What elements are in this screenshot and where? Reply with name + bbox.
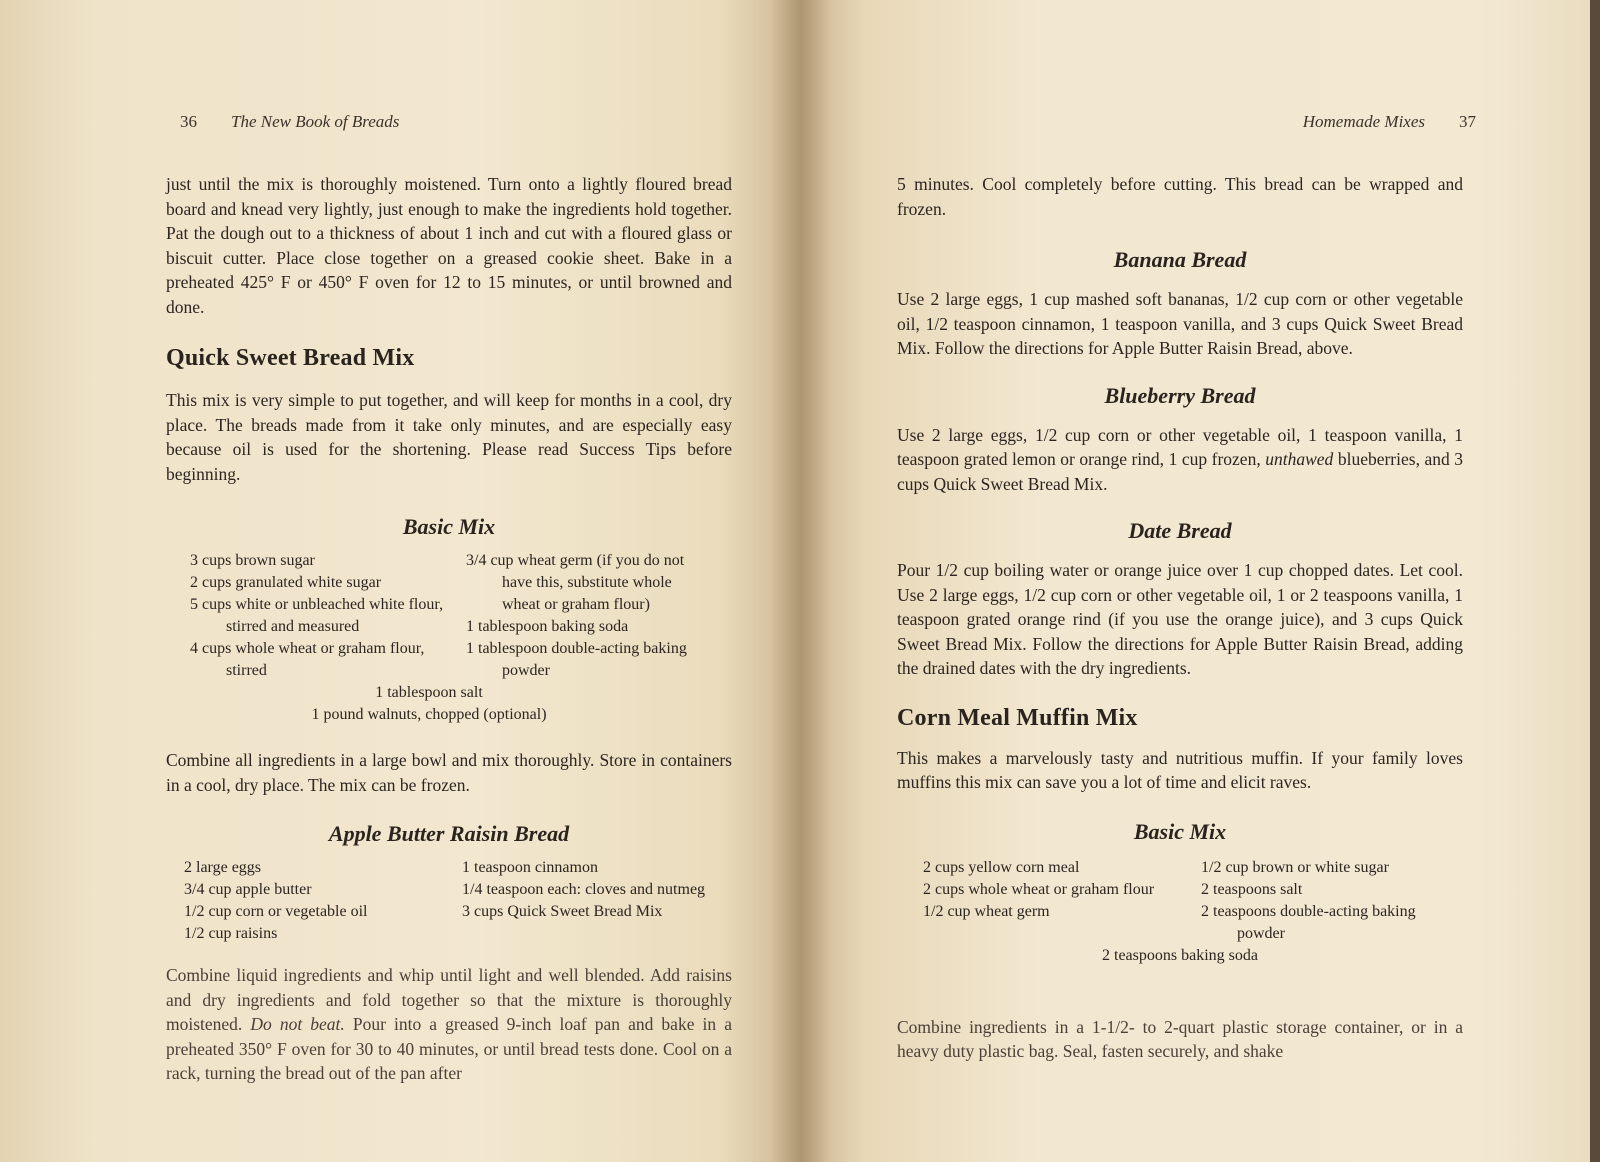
ingredient-item: 3 cups Quick Sweet Bread Mix	[462, 903, 663, 920]
ingredient-column-1	[190, 550, 466, 682]
basic-mix-heading: Basic Mix	[1133, 818, 1227, 844]
blueberry-emphasis: unthawed	[1265, 449, 1334, 469]
date-bread-heading: Date Bread	[1128, 518, 1232, 543]
ingredient-item: 1/2 cup corn or vegetable oil	[184, 903, 368, 920]
directions-text: Pour into a greased 9-inch loaf pan and bake in a preheated 350° F oven for 30 to 40 minutes, or until bread tests done. Cool on a rack, turning the bread out of the pan after	[166, 1014, 732, 1083]
ingredient-item: 2 cups granulated white sugar	[190, 574, 382, 591]
page-edge-shadow	[1590, 0, 1600, 1162]
blueberry-text: blueberries, and 3 cups Quick Sweet Bread Mix.	[897, 449, 1464, 494]
section-intro-paragraph: This makes a marvelously tasty and nutritious muffin. If your family loves muffins this mix can save you a lot of time and elicit raves.	[897, 747, 1463, 792]
ingredient-item: 3/4 cup wheat germ (if you do not have this, substitute whole wheat or graham flour)	[466, 552, 685, 613]
banana-bread-text: Use 2 large eggs, 1 cup mashed soft bananas, 1/2 cup corn or other vegetable oil, 1/2 teaspoon cinnamon, 1 teaspoon vanilla, and 3 cups Quick Sweet Bread Mix. Follow the directions for Apple Butter Raisin Bread, above.	[897, 289, 1463, 358]
blueberry-text: Use 2 large eggs, 1/2 cup corn or other vegetable oil, 1 teaspoon vanilla, 1 teaspoon grated lemon or orange rind, 1 cup frozen,	[897, 424, 1463, 469]
ingredient-column-2	[466, 550, 706, 682]
ingredient-item: 3 cups brown sugar	[190, 552, 315, 569]
continuation-paragraph: just until the mix is thoroughly moistened. Turn onto a lightly floured bread board and knead very lightly, just enough to make the ingredients hold together. Pat the dough out to a thickness of about 1 inch and cut with a floured glass or biscuit cutter. Place close together on a greased cookie sheet. Bake in a preheated 425° F or 450° F oven for 12 to 15 minutes, or until browned and done.	[166, 174, 732, 317]
left-page-content	[166, 172, 732, 1086]
banana-bread-heading: Banana Bread	[1113, 247, 1247, 272]
ingredient-item: 3/4 cup apple butter	[184, 881, 312, 898]
apple-butter-ingredients	[166, 857, 732, 945]
ingredient-column-1	[923, 857, 1201, 945]
left-running-head	[180, 112, 399, 132]
ingredient-item: 1 tablespoon double-acting baking powder	[466, 640, 687, 679]
combine-paragraph: Combine ingredients in a 1-1/2- to 2-quart plastic storage container, or in a heavy duty plastic bag. Seal, fasten securely, and shake	[897, 1016, 1463, 1061]
ingredient-item: 2 teaspoons baking soda	[1102, 946, 1258, 964]
ingredient-item: 2 cups yellow corn meal	[923, 858, 1080, 876]
ingredient-item: 1/4 teaspoon each: cloves and nutmeg	[462, 881, 706, 898]
blueberry-bread-text	[897, 423, 1463, 497]
ingredient-item: 5 cups white or unbleached white flour, stirred and measured	[190, 596, 444, 635]
continuation-paragraph: 5 minutes. Cool completely before cutting. This bread can be wrapped and frozen.	[897, 174, 1463, 219]
right-running-head	[1303, 112, 1476, 132]
ingredient-item: 1/2 cup raisins	[184, 925, 278, 942]
right-page-content	[897, 172, 1463, 1064]
section-intro-paragraph: This mix is very simple to put together, and will keep for months in a cool, dry place. The breads made from it take only minutes, and are especially easy because oil is used for the shortening. Please read Success Tips before beginning.	[166, 390, 732, 484]
ingredient-item: 1 tablespoon salt	[375, 684, 483, 701]
ingredient-item: 2 large eggs	[184, 859, 262, 876]
ingredient-item: 2 teaspoons salt	[1201, 880, 1303, 898]
ingredient-column-2	[462, 857, 712, 945]
ingredient-item: 1 teaspoon cinnamon	[462, 859, 598, 876]
ingredient-item: 1/2 cup brown or white sugar	[1201, 858, 1389, 876]
left-book-title: The New Book of Breads	[231, 112, 400, 131]
section-title-corn-meal-muffin-mix: Corn Meal Muffin Mix	[897, 704, 1138, 731]
ingredient-item: 2 cups whole wheat or graham flour	[923, 880, 1155, 898]
left-page-number: 36	[180, 112, 197, 131]
ingredient-item: 2 teaspoons double-acting baking powder	[1201, 902, 1416, 942]
ingredient-item: 1 pound walnuts, chopped (optional)	[311, 706, 547, 723]
section-title-quick-sweet-bread-mix: Quick Sweet Bread Mix	[166, 345, 415, 371]
directions-text: Combine liquid ingredients and whip until light and well blended. Add raisins and dry ingredients and fold together so that the mixture is thoroughly moistened.	[166, 965, 732, 1034]
ingredient-column-2	[1201, 857, 1463, 945]
book-gutter-shadow	[770, 0, 830, 1162]
directions-emphasis: Do not beat.	[250, 1014, 345, 1034]
ingredient-item: 1/2 cup wheat germ	[923, 902, 1050, 920]
ingredient-item: 1 tablespoon baking soda	[466, 618, 629, 635]
right-page	[800, 0, 1600, 1162]
ingredient-item: 4 cups whole wheat or graham flour, stirred	[190, 640, 425, 679]
right-chapter-title: Homemade Mixes	[1302, 112, 1425, 131]
basic-mix-centered-ingredients	[897, 945, 1463, 967]
blueberry-bread-heading: Blueberry Bread	[1104, 382, 1256, 408]
apple-butter-raisin-bread-heading: Apple Butter Raisin Bread	[328, 821, 570, 846]
right-page-number: 37	[1459, 112, 1476, 131]
basic-mix-centered-ingredients	[126, 682, 732, 726]
basic-mix-ingredients	[897, 857, 1463, 945]
basic-mix-ingredients	[166, 550, 732, 682]
combine-paragraph: Combine all ingredients in a large bowl and mix thoroughly. Store in containers in a cool, dry place. The mix can be frozen.	[166, 750, 732, 795]
basic-mix-heading: Basic Mix	[402, 514, 496, 539]
apple-butter-directions	[166, 963, 732, 1086]
ingredient-column-1	[184, 857, 462, 945]
date-bread-text: Pour 1/2 cup boiling water or orange juice over 1 cup chopped dates. Let cool. Use 2 large eggs, 1/2 cup corn or other vegetable oil, 1 or 2 teaspoons vanilla, 1 teaspoon grated orange rind (if you use the orange juice), and 3 cups Quick Sweet Bread Mix. Follow the directions for Apple Butter Raisin Bread, adding the drained dates with the dry ingredients.	[897, 560, 1463, 678]
